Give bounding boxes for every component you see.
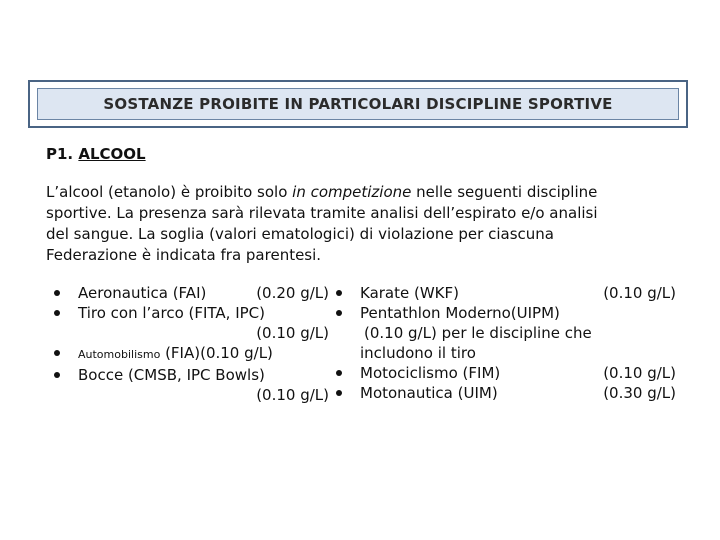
item-value: (0.30 g/L) — [603, 384, 676, 402]
list-item-bocce — [54, 365, 329, 405]
bullet-icon — [54, 310, 60, 316]
left-discipline-list — [54, 283, 329, 405]
list-item-motonautica — [336, 383, 676, 403]
intro-paragraph — [46, 182, 686, 266]
bullet-icon — [54, 350, 60, 356]
bullet-icon — [54, 290, 60, 296]
bullet-icon — [336, 310, 342, 316]
item-note: includono il tiro — [360, 344, 476, 362]
list-item-tiro — [54, 303, 329, 343]
bullet-icon — [336, 370, 342, 376]
intro-line-1 — [46, 182, 686, 203]
bullet-icon — [336, 390, 342, 396]
banner-title: SOSTANZE PROIBITE IN PARTICOLARI DISCIPLINE SPORTIVE — [103, 95, 613, 113]
bullet-icon — [54, 372, 60, 378]
list-item-karate — [336, 283, 676, 303]
intro-line-1-end: nelle seguenti discipline — [411, 183, 598, 201]
item-value: (0.10 g/L) — [603, 364, 676, 382]
intro-line-4: Federazione è indicata fra parentesi. — [46, 246, 322, 264]
item-name: Aeronautica (FAI) — [78, 284, 207, 302]
intro-emphasis: in competizione — [292, 183, 412, 201]
item-value: (0.10 g/L) — [603, 284, 676, 302]
list-item-aeronautica — [54, 283, 329, 303]
section-name: ALCOOL — [78, 145, 146, 163]
item-value: (0.20 g/L) — [256, 284, 329, 302]
item-name: Bocce (CMSB, IPC Bowls) — [78, 366, 265, 384]
title-banner-inner — [37, 88, 679, 120]
intro-line-3: del sangue. La soglia (valori ematologici) di violazione per ciascuna — [46, 225, 554, 243]
item-name: Motonautica (UIM) — [360, 384, 498, 402]
item-name: Pentathlon Moderno(UIPM) — [360, 304, 560, 322]
item-value: (0.10 g/L) — [256, 324, 329, 342]
item-name: Motociclismo (FIM) — [360, 364, 501, 382]
item-value: (0.10 g/L) — [256, 386, 329, 404]
list-item-pentathlon — [336, 303, 676, 363]
intro-line-1-start: L’alcool (etanolo) è proibito solo — [46, 183, 293, 201]
list-item-automobilismo — [54, 343, 329, 365]
item-name-wrap — [78, 343, 273, 365]
item-name: Automobilismo — [78, 348, 161, 361]
item-name: Karate (WKF) — [360, 284, 460, 302]
item-name: Tiro con l’arco (FITA, IPC) — [78, 304, 266, 322]
item-value: (0.10 g/L) per le discipline che — [364, 324, 592, 342]
section-code: P1. — [46, 145, 74, 163]
item-value: (FIA)(0.10 g/L) — [160, 344, 273, 362]
intro-line-2: sportive. La presenza sarà rilevata tramite analisi dell’espirato e/o analisi — [46, 204, 598, 222]
section-heading — [46, 145, 146, 163]
title-banner — [28, 80, 688, 128]
right-discipline-list — [336, 283, 676, 403]
list-item-motociclismo — [336, 363, 676, 383]
bullet-icon — [336, 290, 342, 296]
